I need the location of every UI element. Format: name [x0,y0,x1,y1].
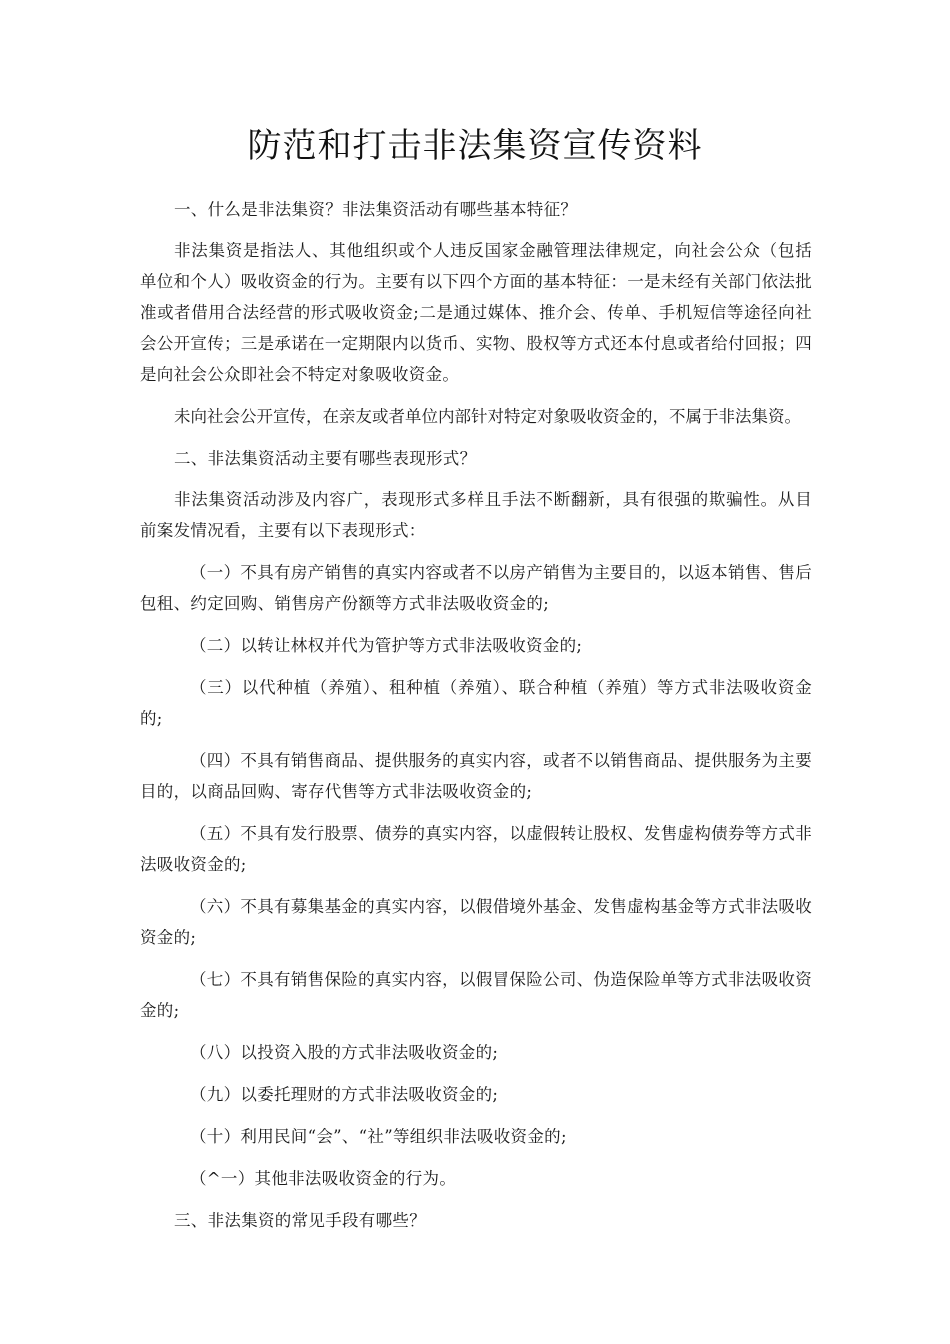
section-heading-3: 三、非法集资的常见手段有哪些？ [174,1211,426,1230]
document-title: 防范和打击非法集资宣传资料 [247,126,703,166]
list-item-4: （四）不具有销售商品、提供服务的真实内容，或者不以销售商品、提供服务为主要目的，以商品回购、寄存代售等方式非法吸收资金的; [140,751,812,801]
list-item-9: （九）以委托理财的方式非法吸收资金的; [190,1085,499,1104]
paragraph-forms-intro: 非法集资活动涉及内容广，表现形式多样且手法不断翻新，具有很强的欺骗性。从目前案发情况看，主要有以下表现形式： [140,490,812,540]
list-item-8: （八）以投资入股的方式非法吸收资金的; [190,1043,499,1062]
document-body [140,194,812,1246]
list-item-5: （五）不具有发行股票、债券的真实内容，以虚假转让股权、发售虚构债券等方式非法吸收资金的; [140,824,812,874]
list-item-1: （一）不具有房产销售的真实内容或者不以房产销售为主要目的，以返本销售、售后包租、约定回购、销售房产份额等方式非法吸收资金的; [140,563,812,613]
list-item-10: （十）利用民间“会”、“社”等组织非法吸收资金的; [190,1127,567,1146]
list-item-7: （七）不具有销售保险的真实内容，以假冒保险公司、伪造保险单等方式非法吸收资金的; [140,970,812,1020]
list-item-11: （^一）其他非法吸收资金的行为。 [190,1169,457,1188]
section-heading-1: 一、什么是非法集资？非法集资活动有哪些基本特征？ [174,200,578,219]
paragraph-exclusion: 未向社会公开宣传，在亲友或者单位内部针对特定对象吸收资金的，不属于非法集资。 [174,407,801,426]
list-item-6: （六）不具有募集基金的真实内容，以假借境外基金、发售虚构基金等方式非法吸收资金的; [140,897,812,947]
paragraph-definition: 非法集资是指法人、其他组织或个人违反国家金融管理法律规定，向社会公众（包括单位和个人）吸收资金的行为。主要有以下四个方面的基本特征：一是未经有关部门依法批准或者借用合法经营的形式吸收资金;二是通过媒体、推介会、传单、手机短信等途径向社会公开宣传；三是承诺在一定期限内以货币、实物、股权等方式还本付息或者给付回报；四是向社会公众即社会不特定对象吸收资金。 [140,241,812,384]
list-item-2: （二）以转让林权并代为管护等方式非法吸收资金的; [190,636,583,655]
list-item-3: （三）以代种植（养殖）、租种植（养殖）、联合种植（养殖）等方式非法吸收资金的; [140,678,812,728]
section-heading-2: 二、非法集资活动主要有哪些表现形式？ [174,449,477,468]
